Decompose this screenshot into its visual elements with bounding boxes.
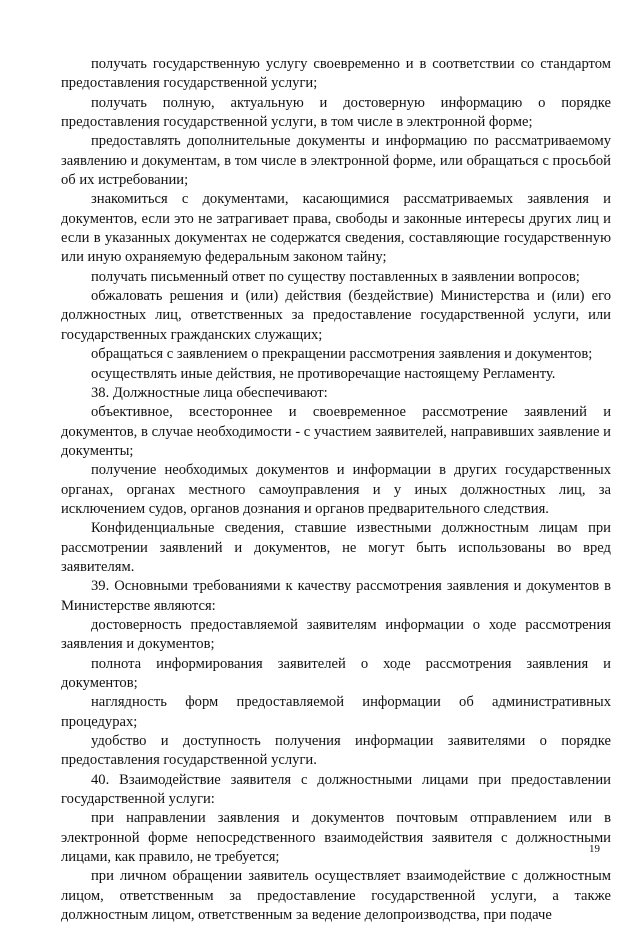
page-number: 19	[589, 843, 600, 855]
paragraph: получать письменный ответ по существу поставленных в заявлении вопросов;	[91, 268, 580, 285]
paragraph: при направлении заявления и документов почтовым отправлением или в электронной форме непосредственного взаимодействия заявителя с должностными лицами, как правило, не требуется;	[61, 810, 611, 866]
paragraph: знакомиться с документами, касающимися рассматриваемых заявления и документов, если это не затрагивает права, свободы и законные интересы других лиц и если в указанных документах не содержатся сведения, составляющие государственную или иную охраняемую федеральным законом тайну;	[61, 191, 611, 266]
paragraph: осуществлять иные действия, не противоречащие настоящему Регламенту.	[91, 365, 556, 382]
paragraph: достоверность предоставляемой заявителям информации о ходе рассмотрения заявления и документов;	[61, 616, 611, 653]
paragraph: получать государственную услугу своевременно и в соответствии со стандартом предоставления государственной услуги;	[61, 56, 611, 92]
section-heading-39: 39. Основными требованиями к качеству рассмотрения заявления и документов в Министерстве являются:	[61, 578, 611, 614]
paragraph: наглядность форм предоставляемой информации об административных процедурах;	[61, 694, 611, 730]
paragraph: удобство и доступность получения информации заявителями о порядке предоставления государственной услуги.	[61, 733, 611, 769]
section-heading-40: 40. Взаимодействие заявителя с должностными лицами при предоставлении государственной услуги:	[61, 771, 611, 808]
paragraph: Конфиденциальные сведения, ставшие известными должностным лицам при рассмотрении заявлений и документов, не могут быть использованы во вред заявителям.	[61, 520, 611, 575]
paragraph: полнота информирования заявителей о ходе рассмотрения заявления и документов;	[61, 655, 611, 691]
paragraph: обжаловать решения и (или) действия (бездействие) Министерства и (или) его должностных лиц, ответственных за предоставление государственной услуги, или государственных гражданских служащих;	[61, 288, 611, 343]
paragraph: обращаться с заявлением о прекращении рассмотрения заявления и документов;	[91, 346, 593, 363]
paragraph: при личном обращении заявитель осуществляет взаимодействие с должностным лицом, ответственным за предоставление государственной услуги, а также должностным лицом, ответственным за ведение делопроизводства, при подаче	[61, 868, 611, 924]
paragraph: объективное, всестороннее и своевременное рассмотрение заявлений и документов, в случае необходимости - с участием заявителей, направивших заявление и документы;	[61, 404, 611, 459]
body-text	[61, 55, 611, 925]
paragraph: получение необходимых документов и информации в других государственных органах, органах местного самоуправления и у иных должностных лиц, за исключением судов, органов дознания и органов предварительного следствия.	[61, 462, 611, 517]
section-heading-38: 38. Должностные лица обеспечивают:	[91, 384, 328, 401]
paragraph: предоставлять дополнительные документы и информацию по рассматриваемому заявлению и документам, в том числе в электронной форме, или обращаться с просьбой об их истребовании;	[61, 133, 611, 189]
paragraph: получать полную, актуальную и достоверную информацию о порядке предоставления государственной услуги, в том числе в электронной форме;	[61, 94, 611, 131]
